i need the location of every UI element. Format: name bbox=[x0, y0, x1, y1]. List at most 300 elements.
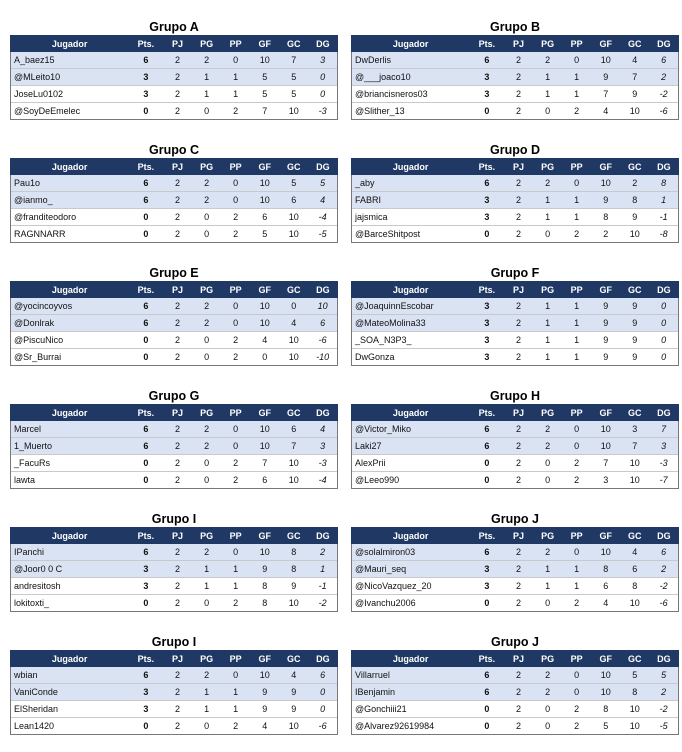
goals-against-cell: 10 bbox=[279, 718, 308, 735]
goals-for-cell: 10 bbox=[250, 192, 279, 209]
table-row bbox=[11, 701, 338, 718]
won-cell: 1 bbox=[192, 69, 221, 86]
goals-against-cell: 10 bbox=[279, 595, 308, 612]
goals-against-cell: 4 bbox=[620, 544, 649, 561]
goal-diff-cell: -6 bbox=[649, 595, 678, 612]
header-row bbox=[11, 528, 338, 544]
column-header: PG bbox=[533, 159, 562, 175]
goals-against-cell: 10 bbox=[279, 103, 308, 120]
goal-diff-cell: 0 bbox=[308, 86, 337, 103]
group-table-12 bbox=[351, 635, 679, 735]
goal-diff-cell: 6 bbox=[649, 544, 678, 561]
won-cell: 0 bbox=[192, 718, 221, 735]
lost-cell: 2 bbox=[221, 103, 250, 120]
points-cell: 0 bbox=[129, 103, 163, 120]
won-cell: 0 bbox=[533, 103, 562, 120]
played-cell: 2 bbox=[504, 332, 533, 349]
goal-diff-cell: -4 bbox=[308, 472, 337, 489]
goal-diff-cell: 6 bbox=[308, 667, 337, 684]
points-cell: 6 bbox=[470, 175, 504, 192]
goal-diff-cell: 2 bbox=[649, 69, 678, 86]
goals-against-cell: 10 bbox=[279, 349, 308, 366]
goal-diff-cell: 2 bbox=[649, 684, 678, 701]
group-title: Grupo D bbox=[490, 143, 540, 157]
column-header: GF bbox=[250, 405, 279, 421]
goal-diff-cell: -7 bbox=[649, 472, 678, 489]
goals-against-cell: 10 bbox=[279, 472, 308, 489]
table-row bbox=[11, 718, 338, 735]
points-cell: 6 bbox=[129, 421, 163, 438]
player-name: Lean1420 bbox=[11, 718, 129, 735]
goals-against-cell: 5 bbox=[620, 667, 649, 684]
lost-cell: 0 bbox=[562, 438, 591, 455]
column-header: PJ bbox=[163, 405, 192, 421]
goal-diff-cell: 3 bbox=[649, 438, 678, 455]
group-table-8 bbox=[351, 389, 679, 489]
won-cell: 0 bbox=[533, 595, 562, 612]
column-header: Pts. bbox=[470, 651, 504, 667]
player-name: 1_Muerto bbox=[11, 438, 129, 455]
played-cell: 2 bbox=[504, 192, 533, 209]
goal-diff-cell: 10 bbox=[308, 298, 337, 315]
table-row bbox=[11, 226, 338, 243]
goal-diff-cell: 1 bbox=[308, 561, 337, 578]
lost-cell: 2 bbox=[562, 455, 591, 472]
played-cell: 2 bbox=[163, 438, 192, 455]
standings-table bbox=[10, 527, 338, 612]
won-cell: 2 bbox=[192, 667, 221, 684]
column-header: PJ bbox=[163, 651, 192, 667]
played-cell: 2 bbox=[504, 209, 533, 226]
goals-against-cell: 10 bbox=[620, 455, 649, 472]
column-header: GF bbox=[250, 36, 279, 52]
table-row bbox=[352, 209, 679, 226]
standings-table bbox=[10, 35, 338, 120]
goals-for-cell: 10 bbox=[591, 438, 620, 455]
group-title: Grupo F bbox=[490, 266, 540, 280]
goal-diff-cell: 2 bbox=[308, 544, 337, 561]
lost-cell: 1 bbox=[562, 332, 591, 349]
goal-diff-cell: -8 bbox=[649, 226, 678, 243]
goals-against-cell: 4 bbox=[279, 667, 308, 684]
header-row bbox=[352, 405, 679, 421]
played-cell: 2 bbox=[504, 226, 533, 243]
player-name: @yocincoyvos bbox=[11, 298, 129, 315]
header-row bbox=[11, 282, 338, 298]
goals-against-cell: 9 bbox=[620, 349, 649, 366]
standings-table bbox=[351, 527, 679, 612]
table-row bbox=[352, 349, 679, 366]
won-cell: 0 bbox=[192, 595, 221, 612]
column-header: GF bbox=[591, 528, 620, 544]
played-cell: 2 bbox=[504, 438, 533, 455]
points-cell: 3 bbox=[470, 349, 504, 366]
points-cell: 6 bbox=[129, 544, 163, 561]
goals-for-cell: 7 bbox=[250, 103, 279, 120]
points-cell: 6 bbox=[129, 438, 163, 455]
table-row bbox=[352, 472, 679, 489]
goals-for-cell: 5 bbox=[250, 226, 279, 243]
header-row bbox=[11, 36, 338, 52]
player-name: JoseLu0102 bbox=[11, 86, 129, 103]
goals-for-cell: 0 bbox=[250, 349, 279, 366]
group-title: Grupo B bbox=[490, 20, 540, 34]
goals-against-cell: 10 bbox=[279, 332, 308, 349]
column-header: Pts. bbox=[129, 528, 163, 544]
column-header: DG bbox=[308, 36, 337, 52]
column-header: Jugador bbox=[11, 528, 129, 544]
column-header: PG bbox=[192, 159, 221, 175]
table-row bbox=[352, 544, 679, 561]
won-cell: 1 bbox=[533, 298, 562, 315]
goals-against-cell: 7 bbox=[279, 52, 308, 69]
lost-cell: 1 bbox=[221, 561, 250, 578]
goals-for-cell: 10 bbox=[250, 298, 279, 315]
column-header: Pts. bbox=[129, 651, 163, 667]
column-header: GC bbox=[620, 36, 649, 52]
group-table-10 bbox=[351, 512, 679, 612]
player-name: @solalmiron03 bbox=[352, 544, 470, 561]
points-cell: 0 bbox=[470, 103, 504, 120]
played-cell: 2 bbox=[504, 472, 533, 489]
lost-cell: 2 bbox=[562, 472, 591, 489]
column-header: PJ bbox=[163, 282, 192, 298]
won-cell: 2 bbox=[192, 298, 221, 315]
goals-against-cell: 8 bbox=[620, 684, 649, 701]
column-header: DG bbox=[308, 651, 337, 667]
column-header: GC bbox=[620, 159, 649, 175]
goals-against-cell: 10 bbox=[279, 455, 308, 472]
lost-cell: 2 bbox=[562, 718, 591, 735]
table-row bbox=[352, 175, 679, 192]
column-header: PP bbox=[562, 651, 591, 667]
won-cell: 2 bbox=[192, 315, 221, 332]
goals-for-cell: 6 bbox=[250, 209, 279, 226]
played-cell: 2 bbox=[163, 578, 192, 595]
lost-cell: 0 bbox=[562, 421, 591, 438]
played-cell: 2 bbox=[163, 701, 192, 718]
lost-cell: 2 bbox=[221, 595, 250, 612]
won-cell: 1 bbox=[533, 349, 562, 366]
won-cell: 0 bbox=[192, 349, 221, 366]
player-name: IBenjamin bbox=[352, 684, 470, 701]
points-cell: 3 bbox=[470, 209, 504, 226]
played-cell: 2 bbox=[504, 595, 533, 612]
goals-against-cell: 10 bbox=[620, 595, 649, 612]
points-cell: 0 bbox=[129, 209, 163, 226]
column-header: DG bbox=[649, 282, 678, 298]
goal-diff-cell: 1 bbox=[649, 192, 678, 209]
won-cell: 2 bbox=[533, 544, 562, 561]
table-row bbox=[11, 438, 338, 455]
goals-against-cell: 10 bbox=[620, 472, 649, 489]
column-header: Pts. bbox=[129, 405, 163, 421]
player-name: @Mauri_seq bbox=[352, 561, 470, 578]
goals-for-cell: 7 bbox=[591, 86, 620, 103]
player-name: VaniConde bbox=[11, 684, 129, 701]
goals-for-cell: 8 bbox=[250, 578, 279, 595]
header-row bbox=[11, 159, 338, 175]
column-header: Jugador bbox=[352, 36, 470, 52]
played-cell: 2 bbox=[504, 103, 533, 120]
won-cell: 1 bbox=[192, 684, 221, 701]
goal-diff-cell: 4 bbox=[308, 421, 337, 438]
played-cell: 2 bbox=[504, 701, 533, 718]
player-name: @briancisneros03 bbox=[352, 86, 470, 103]
table-row bbox=[352, 421, 679, 438]
table-row bbox=[352, 52, 679, 69]
goals-against-cell: 7 bbox=[279, 438, 308, 455]
won-cell: 1 bbox=[533, 192, 562, 209]
won-cell: 1 bbox=[533, 209, 562, 226]
won-cell: 1 bbox=[192, 701, 221, 718]
points-cell: 0 bbox=[129, 718, 163, 735]
played-cell: 2 bbox=[163, 86, 192, 103]
column-header: PG bbox=[533, 651, 562, 667]
player-name: @___joaco10 bbox=[352, 69, 470, 86]
goals-against-cell: 5 bbox=[279, 175, 308, 192]
goals-against-cell: 4 bbox=[279, 315, 308, 332]
table-row bbox=[352, 578, 679, 595]
group-title: Grupo J bbox=[491, 635, 539, 649]
header-row bbox=[352, 528, 679, 544]
header-row bbox=[11, 405, 338, 421]
goals-for-cell: 10 bbox=[250, 52, 279, 69]
column-header: GC bbox=[620, 282, 649, 298]
points-cell: 3 bbox=[470, 192, 504, 209]
played-cell: 2 bbox=[504, 421, 533, 438]
player-name: Marcel bbox=[11, 421, 129, 438]
player-name: @ianmo_ bbox=[11, 192, 129, 209]
played-cell: 2 bbox=[163, 421, 192, 438]
lost-cell: 1 bbox=[562, 298, 591, 315]
player-name: lokitoxti_ bbox=[11, 595, 129, 612]
goals-against-cell: 10 bbox=[279, 209, 308, 226]
player-name: @Donlrak bbox=[11, 315, 129, 332]
lost-cell: 2 bbox=[562, 226, 591, 243]
goal-diff-cell: 2 bbox=[649, 561, 678, 578]
table-row bbox=[11, 315, 338, 332]
goals-against-cell: 8 bbox=[620, 192, 649, 209]
goals-against-cell: 10 bbox=[620, 226, 649, 243]
won-cell: 2 bbox=[192, 192, 221, 209]
player-name: @Gonchiii21 bbox=[352, 701, 470, 718]
lost-cell: 2 bbox=[562, 595, 591, 612]
player-name: @SoyDeEmelec bbox=[11, 103, 129, 120]
played-cell: 2 bbox=[163, 561, 192, 578]
group-title: Grupo I bbox=[151, 512, 197, 526]
column-header: DG bbox=[308, 159, 337, 175]
column-header: PP bbox=[221, 405, 250, 421]
goals-for-cell: 9 bbox=[591, 349, 620, 366]
goals-against-cell: 8 bbox=[279, 544, 308, 561]
standings-table bbox=[351, 35, 679, 120]
table-row bbox=[352, 561, 679, 578]
points-cell: 0 bbox=[470, 226, 504, 243]
goal-diff-cell: -10 bbox=[308, 349, 337, 366]
won-cell: 1 bbox=[533, 86, 562, 103]
goals-against-cell: 9 bbox=[279, 578, 308, 595]
column-header: Jugador bbox=[352, 651, 470, 667]
won-cell: 0 bbox=[533, 701, 562, 718]
group-table-9 bbox=[10, 512, 338, 612]
goal-diff-cell: 5 bbox=[308, 175, 337, 192]
standings-table bbox=[10, 158, 338, 243]
column-header: Jugador bbox=[11, 651, 129, 667]
group-title: Grupo E bbox=[149, 266, 199, 280]
column-header: PP bbox=[562, 159, 591, 175]
group-title: Grupo H bbox=[490, 389, 540, 403]
goals-for-cell: 4 bbox=[591, 103, 620, 120]
played-cell: 2 bbox=[163, 192, 192, 209]
played-cell: 2 bbox=[163, 332, 192, 349]
goals-for-cell: 3 bbox=[591, 472, 620, 489]
column-header: PJ bbox=[163, 159, 192, 175]
goal-diff-cell: 0 bbox=[308, 701, 337, 718]
goal-diff-cell: -6 bbox=[649, 103, 678, 120]
lost-cell: 1 bbox=[562, 86, 591, 103]
points-cell: 3 bbox=[129, 684, 163, 701]
table-row bbox=[11, 103, 338, 120]
won-cell: 2 bbox=[533, 684, 562, 701]
goal-diff-cell: -5 bbox=[649, 718, 678, 735]
points-cell: 3 bbox=[470, 332, 504, 349]
column-header: Pts. bbox=[470, 528, 504, 544]
player-name: @MateoMolina33 bbox=[352, 315, 470, 332]
table-row bbox=[11, 595, 338, 612]
goal-diff-cell: -3 bbox=[308, 103, 337, 120]
lost-cell: 0 bbox=[221, 175, 250, 192]
column-header: PJ bbox=[504, 159, 533, 175]
won-cell: 2 bbox=[192, 175, 221, 192]
points-cell: 0 bbox=[470, 595, 504, 612]
goals-for-cell: 9 bbox=[250, 561, 279, 578]
points-cell: 3 bbox=[470, 86, 504, 103]
goals-for-cell: 9 bbox=[591, 69, 620, 86]
played-cell: 2 bbox=[163, 175, 192, 192]
lost-cell: 2 bbox=[221, 332, 250, 349]
lost-cell: 2 bbox=[221, 226, 250, 243]
column-header: GF bbox=[591, 651, 620, 667]
goal-diff-cell: 7 bbox=[649, 421, 678, 438]
standings-table bbox=[351, 650, 679, 735]
goals-for-cell: 9 bbox=[591, 298, 620, 315]
won-cell: 0 bbox=[192, 332, 221, 349]
column-header: PP bbox=[221, 651, 250, 667]
column-header: GC bbox=[620, 651, 649, 667]
goal-diff-cell: 0 bbox=[649, 315, 678, 332]
group-table-1 bbox=[10, 20, 338, 120]
table-row bbox=[352, 226, 679, 243]
goals-against-cell: 7 bbox=[620, 69, 649, 86]
played-cell: 2 bbox=[163, 103, 192, 120]
won-cell: 2 bbox=[533, 175, 562, 192]
goal-diff-cell: -4 bbox=[308, 209, 337, 226]
column-header: PP bbox=[221, 36, 250, 52]
goals-against-cell: 3 bbox=[620, 421, 649, 438]
won-cell: 2 bbox=[533, 421, 562, 438]
lost-cell: 0 bbox=[221, 438, 250, 455]
goals-for-cell: 9 bbox=[591, 192, 620, 209]
points-cell: 3 bbox=[470, 315, 504, 332]
won-cell: 2 bbox=[192, 438, 221, 455]
table-row bbox=[352, 455, 679, 472]
goals-against-cell: 10 bbox=[620, 103, 649, 120]
goal-diff-cell: -6 bbox=[308, 332, 337, 349]
column-header: PP bbox=[221, 159, 250, 175]
column-header: Jugador bbox=[11, 159, 129, 175]
table-row bbox=[11, 332, 338, 349]
won-cell: 0 bbox=[192, 226, 221, 243]
player-name: Laki27 bbox=[352, 438, 470, 455]
goals-for-cell: 5 bbox=[250, 69, 279, 86]
points-cell: 0 bbox=[129, 455, 163, 472]
won-cell: 1 bbox=[533, 315, 562, 332]
column-header: DG bbox=[649, 405, 678, 421]
lost-cell: 2 bbox=[221, 209, 250, 226]
goals-for-cell: 7 bbox=[591, 455, 620, 472]
goal-diff-cell: 8 bbox=[649, 175, 678, 192]
player-name: @Ivanchu2006 bbox=[352, 595, 470, 612]
player-name: @franditeodoro bbox=[11, 209, 129, 226]
played-cell: 2 bbox=[163, 52, 192, 69]
played-cell: 2 bbox=[504, 578, 533, 595]
column-header: PG bbox=[192, 528, 221, 544]
played-cell: 2 bbox=[163, 684, 192, 701]
lost-cell: 0 bbox=[221, 192, 250, 209]
played-cell: 2 bbox=[504, 52, 533, 69]
column-header: GF bbox=[250, 528, 279, 544]
points-cell: 0 bbox=[470, 718, 504, 735]
column-header: Pts. bbox=[470, 405, 504, 421]
won-cell: 0 bbox=[192, 472, 221, 489]
played-cell: 2 bbox=[163, 209, 192, 226]
column-header: Jugador bbox=[11, 36, 129, 52]
player-name: @NicoVazquez_20 bbox=[352, 578, 470, 595]
won-cell: 0 bbox=[533, 472, 562, 489]
goals-against-cell: 10 bbox=[620, 718, 649, 735]
goals-for-cell: 4 bbox=[591, 595, 620, 612]
table-row bbox=[352, 315, 679, 332]
column-header: Pts. bbox=[129, 282, 163, 298]
player-name: _FacuRs bbox=[11, 455, 129, 472]
goals-against-cell: 2 bbox=[620, 175, 649, 192]
played-cell: 2 bbox=[504, 86, 533, 103]
won-cell: 1 bbox=[192, 561, 221, 578]
points-cell: 6 bbox=[470, 438, 504, 455]
standings-table bbox=[10, 404, 338, 489]
won-cell: 2 bbox=[192, 421, 221, 438]
goals-against-cell: 9 bbox=[620, 315, 649, 332]
points-cell: 0 bbox=[129, 226, 163, 243]
player-name: @Joor0 0 C bbox=[11, 561, 129, 578]
column-header: GC bbox=[620, 405, 649, 421]
goals-for-cell: 9 bbox=[591, 315, 620, 332]
points-cell: 6 bbox=[470, 684, 504, 701]
column-header: PG bbox=[192, 651, 221, 667]
played-cell: 2 bbox=[163, 298, 192, 315]
table-row bbox=[352, 192, 679, 209]
table-row bbox=[352, 86, 679, 103]
points-cell: 6 bbox=[470, 52, 504, 69]
lost-cell: 0 bbox=[221, 52, 250, 69]
played-cell: 2 bbox=[163, 667, 192, 684]
table-row bbox=[352, 684, 679, 701]
lost-cell: 0 bbox=[221, 667, 250, 684]
column-header: Jugador bbox=[352, 282, 470, 298]
lost-cell: 2 bbox=[562, 701, 591, 718]
played-cell: 2 bbox=[163, 595, 192, 612]
